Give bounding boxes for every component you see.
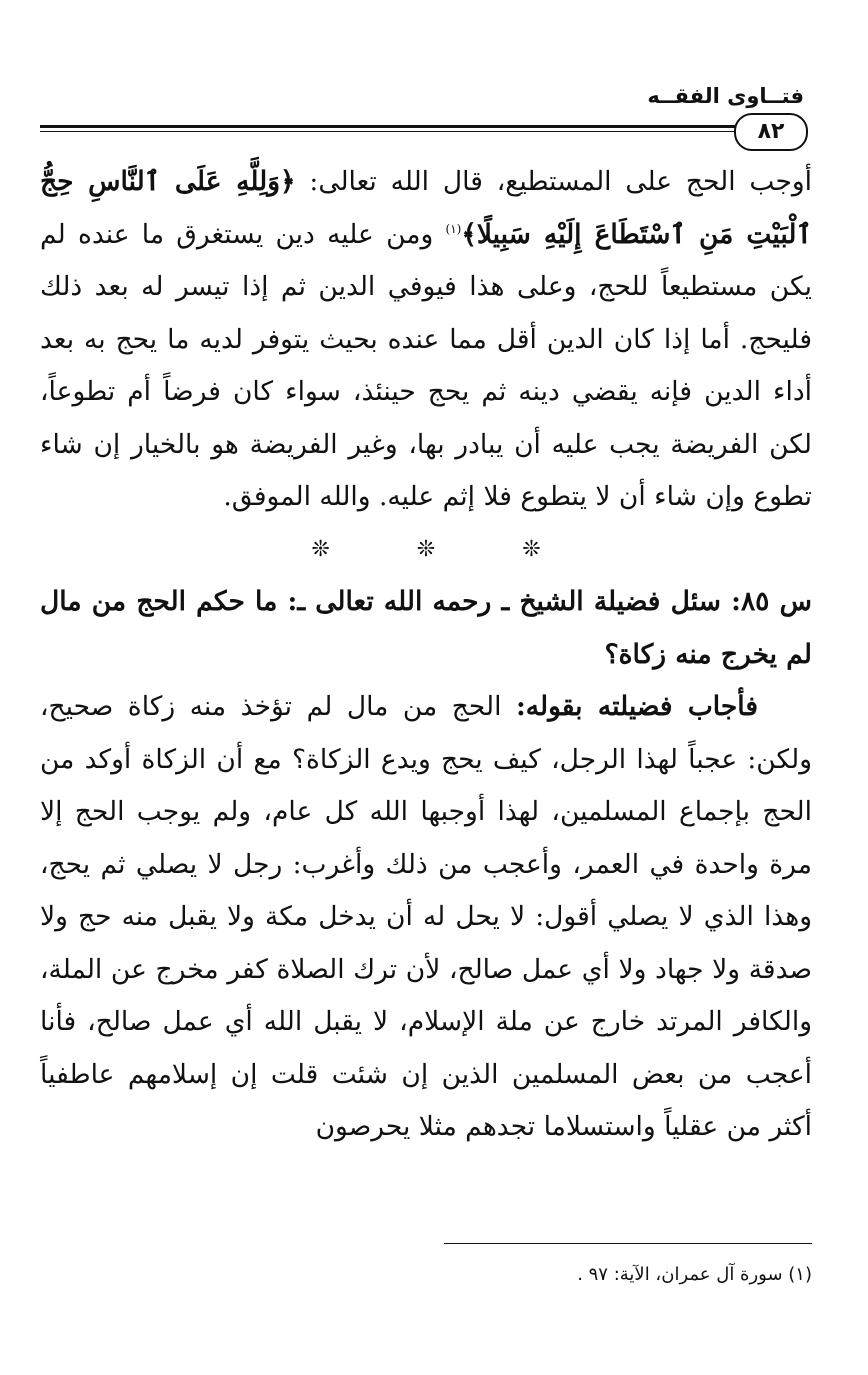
answer-lead: فأجاب فضيلته بقوله:: [516, 691, 758, 722]
running-title: فتــاوى الفقــه: [647, 84, 804, 108]
paragraph-intro: أوجب الحج على المستطيع، قال الله تعالى:: [295, 166, 812, 197]
paragraph-hajj-obligation: [40, 156, 812, 524]
footnote: (١) سورة آل عمران، الآية: ٩٧ .: [577, 1264, 812, 1285]
quran-verse: وَلِلَّهِ عَلَى ٱلنَّاسِ حِجُّ ٱلْبَيْتِ مَنِ ٱسْتَطَاعَ إِلَيْهِ سَبِيلًا: [40, 166, 812, 250]
ayah-close-bracket: ﴾: [461, 218, 477, 250]
footnote-reference: (١): [445, 221, 462, 236]
section-separator: ❊ ❊ ❊: [311, 536, 581, 562]
ayah-open-bracket: ﴿: [280, 166, 296, 197]
page-number: ٨٢: [734, 113, 808, 151]
header-rule-thin: [40, 131, 768, 132]
question-85: س ٨٥: سئل فضيلة الشيخ ـ رحمه الله تعالى ـ: ما حكم الحج من مال لم يخرج منه زكاة؟: [40, 586, 812, 670]
paragraph-body: ومن عليه دين يستغرق ما عنده لم يكن مستطيعاً للحج، وعلى هذا فيوفي الدين ثم إذا تيسر له بعد ذلك فليحج. أما إذا كان الدين أقل مما عنده بحيث يتوفر لديه ما يحج به بعد أداء الدين فإنه يقضي دينه ثم يحج حينئذ، سواء كان فرضاً أم تطوعاً، لكن الفريضة يجب عليه أن يبادر بها، وغير الفريضة هو بالخيار إن شاء تطوع وإن شاء أن لا يتطوع فلا إثم عليه. والله الموفق.: [40, 218, 812, 512]
footnote-rule: [444, 1243, 812, 1244]
answer-text: الحج من مال لم تؤخذ منه زكاة صحيح، ولكن: عجباً لهذا الرجل، كيف يحج ويدع الزكاة؟ مع أن الزكاة أوكد من الحج بإجماع المسلمين، لهذا أوجبها الله كل عام، ولم يوجب الحج إلا مرة واحدة في العمر، وأعجب من ذلك وأغرب: رجل لا يصلي ثم يحج، وهذا الذي لا يصلي أقول: لا يحل له أن يدخل مكة ولا يقبل منه حج ولا صدقة ولا جهاد ولا أي عمل صالح، لأن ترك الصلاة كفر مخرج عن الملة، والكافر المرتد خارج عن ملة الإسلام، لا يقبل الله أي عمل صالح، فأنا أعجب من بعض المسلمين الذين إن شئت قلت إن إسلامهم عاطفياً أكثر من عقلياً واستسلاما تجدهم مثلا يحرصون: [40, 691, 812, 1142]
answer-paragraph: [40, 681, 812, 1154]
main-text: [40, 156, 812, 1154]
header-rule: [40, 125, 768, 128]
